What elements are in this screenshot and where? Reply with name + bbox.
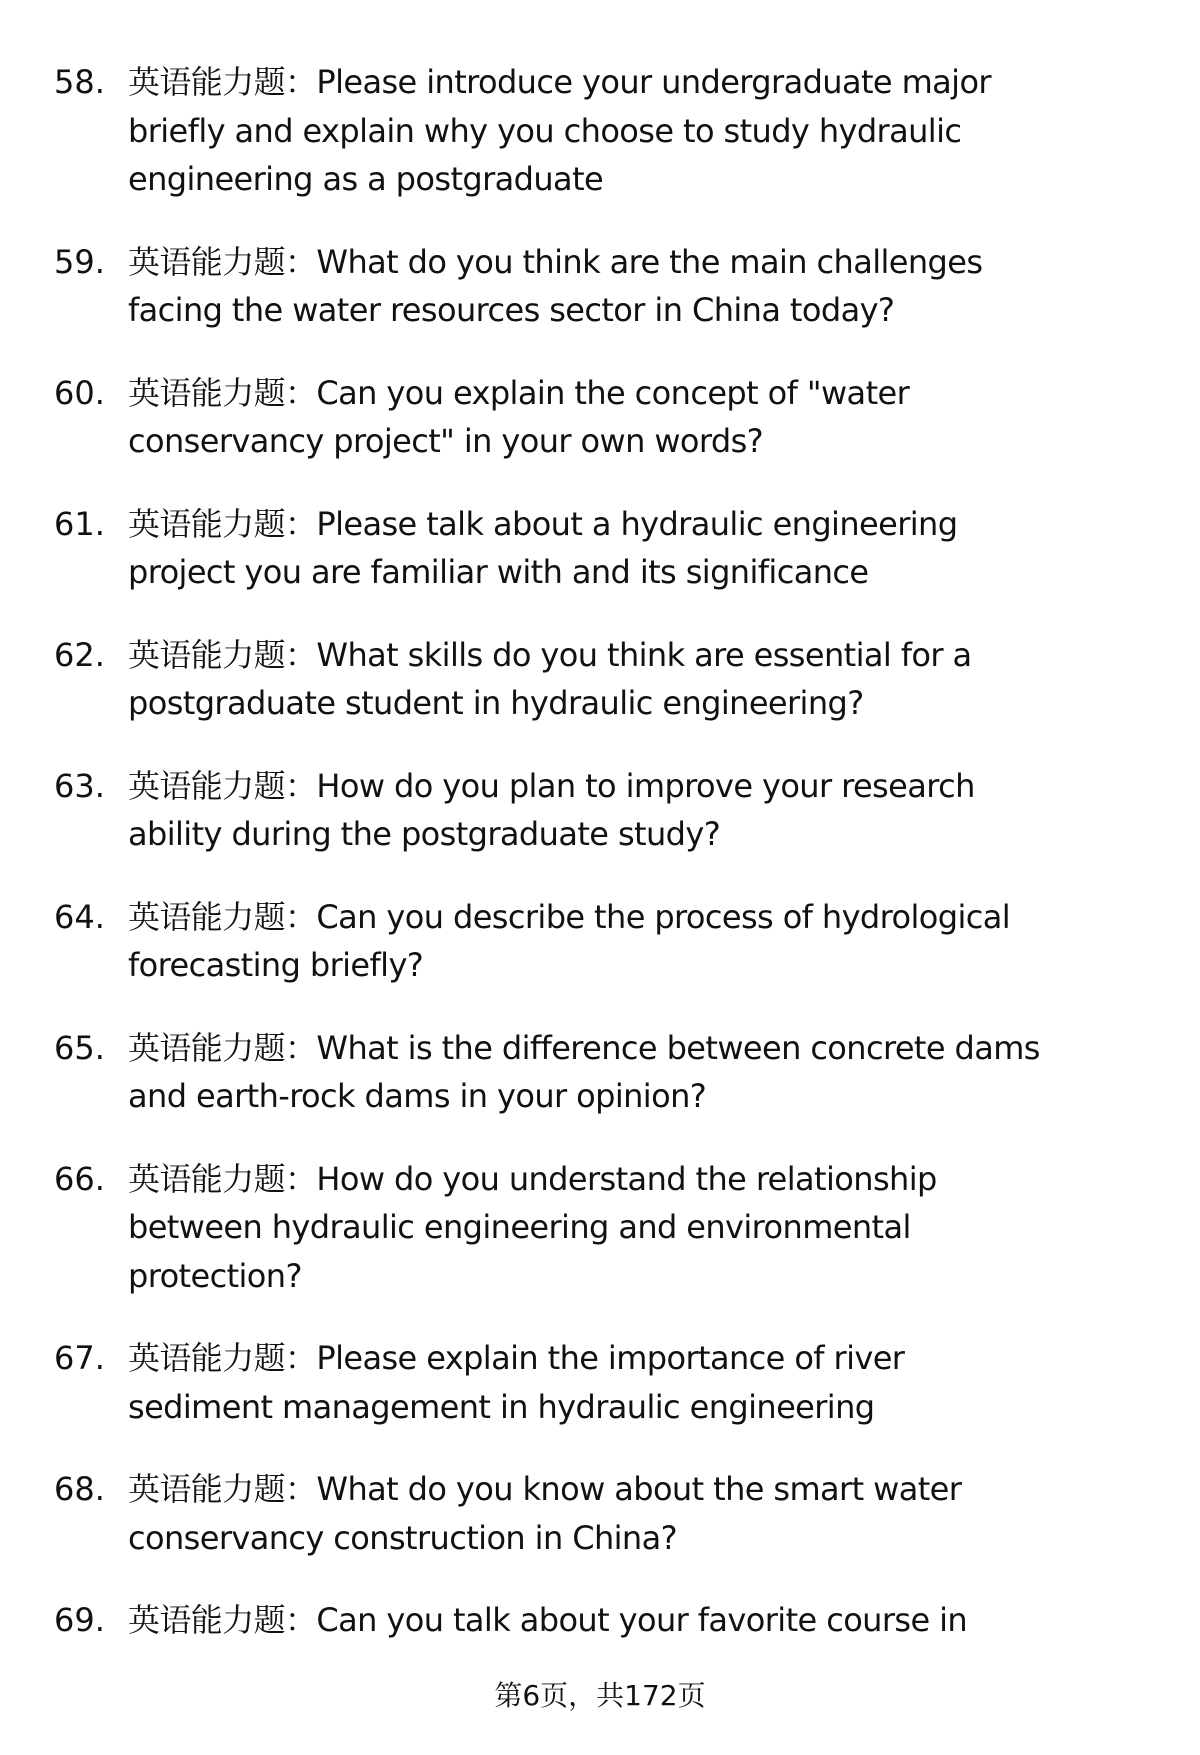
question-text-line: 英语能力题：Please talk about a hydraulic engineering bbox=[128, 504, 958, 543]
question-number: 68. bbox=[54, 1470, 105, 1508]
question-text-line: forecasting briefly? bbox=[128, 946, 424, 984]
question-list bbox=[0, 58, 1200, 1679]
question-item bbox=[0, 762, 1200, 859]
question-text-line: postgraduate student in hydraulic engineering? bbox=[128, 684, 864, 722]
question-number: 59. bbox=[54, 242, 105, 281]
question-text-line: engineering as a postgraduate bbox=[128, 160, 604, 198]
question-item bbox=[0, 58, 1200, 204]
question-text-line: 英语能力题：Can you explain the concept of "water bbox=[128, 373, 910, 412]
question-number: 61. bbox=[54, 504, 105, 543]
question-text-line: project you are familiar with and its significance bbox=[128, 553, 869, 591]
question-number: 62. bbox=[54, 635, 105, 674]
question-text-line: ability during the postgraduate study? bbox=[128, 815, 721, 853]
question-number: 69. bbox=[54, 1601, 105, 1639]
question-text-line: 英语能力题：Can you describe the process of hydrological bbox=[128, 897, 1011, 936]
question-text-line: 英语能力题：How do you plan to improve your research bbox=[128, 766, 975, 805]
question-item bbox=[0, 238, 1200, 335]
page-number: 第6页，共172页 bbox=[494, 1679, 706, 1712]
question-number: 64. bbox=[54, 897, 105, 936]
question-item bbox=[0, 1155, 1200, 1301]
question-number: 58. bbox=[54, 63, 105, 101]
question-text-line: 英语能力题：What do you think are the main challenges bbox=[128, 242, 983, 281]
question-text-line: sediment management in hydraulic engineering bbox=[128, 1387, 875, 1426]
question-text-line: 英语能力题：How do you understand the relationship bbox=[128, 1159, 937, 1198]
question-text-line: facing the water resources sector in China today? bbox=[128, 291, 895, 329]
question-number: 66. bbox=[54, 1159, 105, 1198]
question-item bbox=[0, 500, 1200, 597]
question-item bbox=[0, 1465, 1200, 1562]
question-text-line: 英语能力题：Please introduce your undergraduate major bbox=[128, 63, 991, 101]
question-text-line: 英语能力题：What is the difference between concrete dams bbox=[128, 1028, 1040, 1067]
question-item bbox=[0, 893, 1200, 990]
question-item bbox=[0, 1334, 1200, 1431]
question-text-line: between hydraulic engineering and environmental bbox=[128, 1208, 911, 1246]
question-item bbox=[0, 1024, 1200, 1121]
question-number: 60. bbox=[54, 373, 105, 412]
question-text-line: 英语能力题：What skills do you think are essential for a bbox=[128, 635, 972, 674]
question-text-line: and earth-rock dams in your opinion? bbox=[128, 1077, 707, 1115]
question-number: 65. bbox=[54, 1028, 105, 1067]
question-text-line: conservancy project" in your own words? bbox=[128, 422, 764, 460]
question-text-line: briefly and explain why you choose to study hydraulic bbox=[128, 111, 962, 150]
question-text-line: 英语能力题：Can you talk about your favorite course in bbox=[128, 1601, 968, 1639]
question-text-line: protection? bbox=[128, 1256, 302, 1295]
question-item bbox=[0, 1596, 1200, 1645]
question-item bbox=[0, 631, 1200, 728]
question-text-line: 英语能力题：Please explain the importance of river bbox=[128, 1339, 905, 1377]
question-number: 63. bbox=[54, 766, 105, 805]
question-text-line: 英语能力题：What do you know about the smart water bbox=[128, 1470, 962, 1508]
question-item bbox=[0, 369, 1200, 466]
question-number: 67. bbox=[54, 1339, 105, 1377]
question-text-line: conservancy construction in China? bbox=[128, 1518, 678, 1557]
